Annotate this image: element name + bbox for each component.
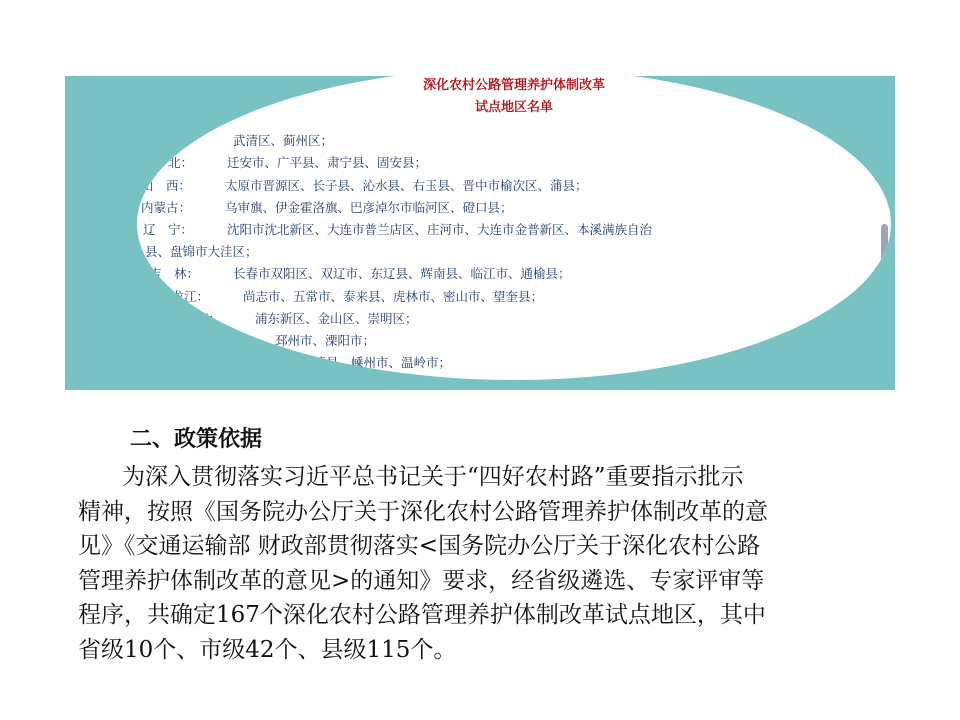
- list-item: [137, 219, 891, 241]
- list-item: [137, 308, 891, 330]
- region-text: 长春市双阳区、双辽市、东辽县、辉南县、临江市、通榆县；: [233, 266, 571, 282]
- list-item: [137, 241, 891, 263]
- paragraph-line: 管理养护体制改革的意见>的通知》要求，经省级遴选、专家评审等: [78, 567, 765, 594]
- paragraph-line: 省级10个、市级42个、县级115个。: [78, 636, 457, 663]
- list-item: [137, 286, 891, 308]
- list-item: [137, 352, 891, 374]
- region-text: 浦东新区、金山区、崇明区；: [255, 310, 418, 326]
- paragraph-line: 精神，按照《国务院办公厅关于深化农村公路管理养护体制改革的意: [78, 498, 768, 525]
- province-label: 浙 江：: [217, 355, 268, 371]
- province-label: 山 西：: [141, 177, 192, 193]
- province-label: 内蒙古：: [141, 199, 192, 215]
- document-title-line1: 深化农村公路管理养护体制改革: [422, 78, 605, 93]
- document-title-line2: 试点地区名单: [474, 100, 553, 115]
- region-text: 迁安市、广平县、肃宁县、固安县；: [227, 155, 428, 171]
- province-label: 河 北：: [143, 155, 194, 171]
- list-item: [137, 130, 891, 152]
- region-text: 乌审旗、伊金霍洛旗、巴彦淖尔市临河区、磴口县；: [225, 199, 513, 215]
- region-text: 太原市晋源区、长子县、沁水县、右玉县、晋中市榆次区、蒲县；: [225, 177, 588, 193]
- province-label: 吉 林：: [149, 266, 200, 282]
- document-image-banner: [65, 76, 895, 390]
- region-text: 武清区、蓟州区；: [233, 133, 334, 149]
- document-image-ellipse: [137, 76, 891, 380]
- province-label: 天 津：: [149, 133, 200, 149]
- region-text: 县、盘锦市大洼区；: [145, 244, 258, 260]
- region-text: 邳州市、溧阳市；: [275, 332, 376, 348]
- province-label: 上 海：: [171, 310, 222, 326]
- province-label: 江 苏：: [191, 332, 242, 348]
- province-label: 黑龙江：: [159, 288, 210, 304]
- list-item: [137, 263, 891, 285]
- paragraph-line: 为深入贯彻落实习近平总书记关于“四好农村路”重要指示批示: [122, 464, 744, 490]
- region-text: 德清县、嵊州市、温岭市；: [301, 355, 452, 371]
- list-item: [137, 152, 891, 174]
- paragraph-line: 见》《交通运输部 财政部贯彻落实<国务院办公厅关于深化农村公路: [78, 533, 761, 559]
- list-item: [137, 108, 891, 130]
- paragraph-line: 程序，共确定167个深化农村公路管理养护体制改革试点地区，其中: [78, 602, 766, 628]
- section-heading: 二、政策依据: [130, 426, 263, 452]
- region-text: 省（10个）：: [163, 111, 236, 126]
- province-label: 辽 宁：: [143, 221, 194, 237]
- pilot-region-list: [137, 108, 891, 374]
- list-item: [137, 330, 891, 352]
- region-text: 尚志市、五常市、泰来县、虎林市、密山市、望奎县；: [243, 288, 544, 304]
- region-text: 沈阳市沈北新区、大连市普兰店区、庄河市、大连市金普新区、本溪满族自治: [227, 221, 653, 237]
- list-item: [137, 175, 891, 197]
- list-item: [137, 197, 891, 219]
- scrollbar-thumb[interactable]: [881, 224, 888, 264]
- policy-basis-paragraph: [78, 460, 878, 667]
